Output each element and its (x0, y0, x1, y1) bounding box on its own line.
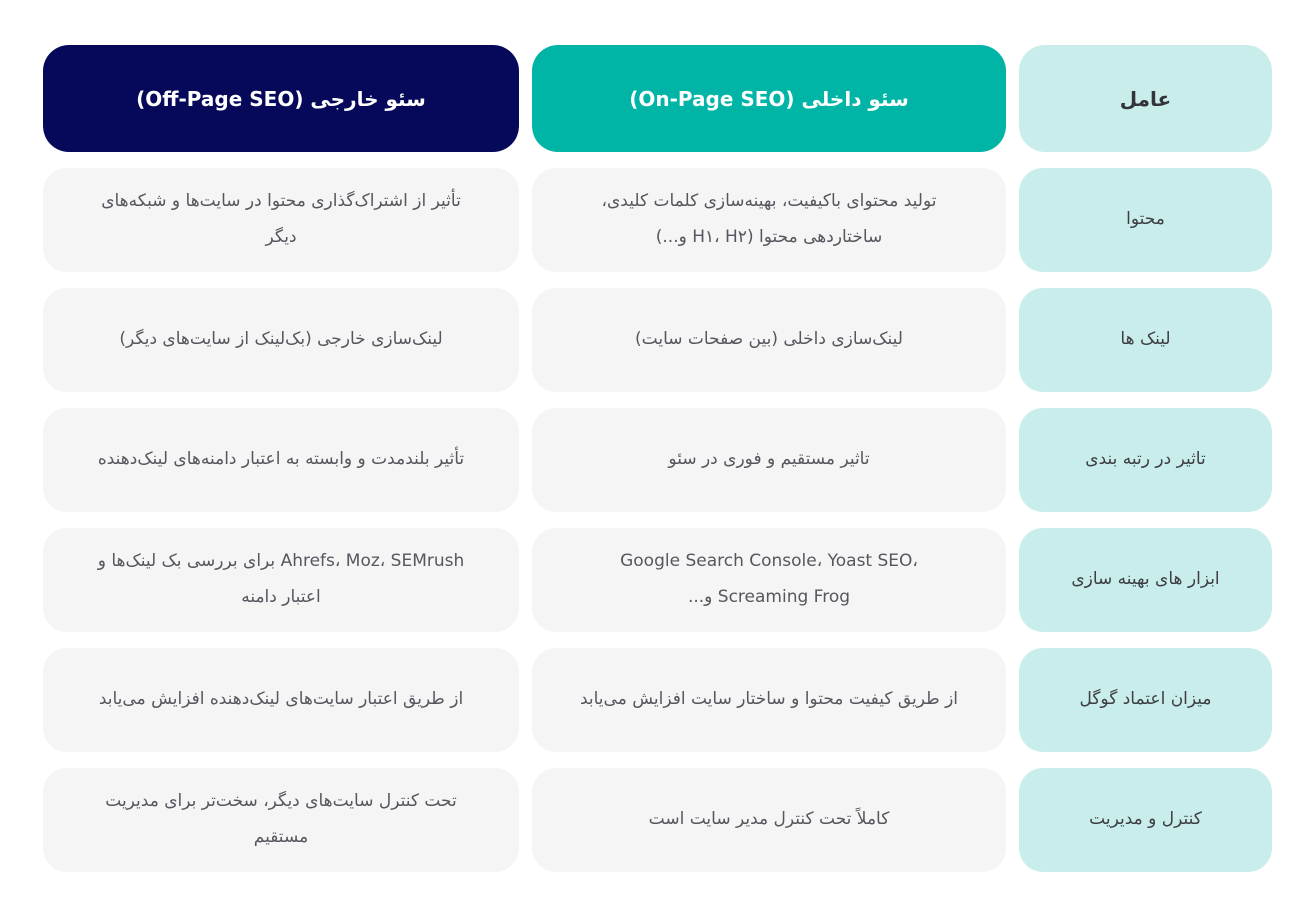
column-header-offpage-seo: سئو خارجی (Off-Page SEO) (43, 45, 519, 152)
onpage-cell: کاملاً تحت کنترل مدیر سایت است (532, 768, 1006, 872)
factor-cell: کنترل و مدیریت (1019, 768, 1272, 872)
offpage-cell: از طریق اعتبار سایت‌های لینک‌دهنده افزایش می‌یابد (43, 648, 519, 752)
offpage-cell: لینک‌سازی خارجی (بک‌لینک از سایت‌های دیگر) (43, 288, 519, 392)
seo-comparison-table (43, 45, 1272, 872)
offpage-cell: Ahrefs، Moz، SEMrush برای بررسی بک لینک‌ها و اعتبار دامنه (43, 528, 519, 632)
onpage-cell: لینک‌سازی داخلی (بین صفحات سایت) (532, 288, 1006, 392)
factor-cell: محتوا (1019, 168, 1272, 272)
offpage-cell: تأثیر از اشتراک‌گذاری محتوا در سایت‌ها و شبکه‌های دیگر (43, 168, 519, 272)
column-header-factor: عامل (1019, 45, 1272, 152)
column-header-onpage-seo: سئو داخلی (On-Page SEO) (532, 45, 1006, 152)
factor-cell: لینک ها (1019, 288, 1272, 392)
onpage-cell: Google Search Console، Yoast SEO، Screaming Frog و... (532, 528, 1006, 632)
onpage-cell: تاثیر مستقیم و فوری در سئو (532, 408, 1006, 512)
onpage-cell: از طریق کیفیت محتوا و ساختار سایت افزایش می‌یابد (532, 648, 1006, 752)
offpage-cell: تأثیر بلندمدت و وابسته به اعتبار دامنه‌های لینک‌دهنده (43, 408, 519, 512)
factor-cell: میزان اعتماد گوگل (1019, 648, 1272, 752)
onpage-cell: تولید محتوای باکیفیت، بهینه‌سازی کلمات کلیدی، ساختاردهی محتوا (H۱، H۲ و...) (532, 168, 1006, 272)
factor-cell: ابزار های بهینه سازی (1019, 528, 1272, 632)
factor-cell: تاثیر در رتبه بندی (1019, 408, 1272, 512)
offpage-cell: تحت کنترل سایت‌های دیگر، سخت‌تر برای مدیریت مستقیم (43, 768, 519, 872)
